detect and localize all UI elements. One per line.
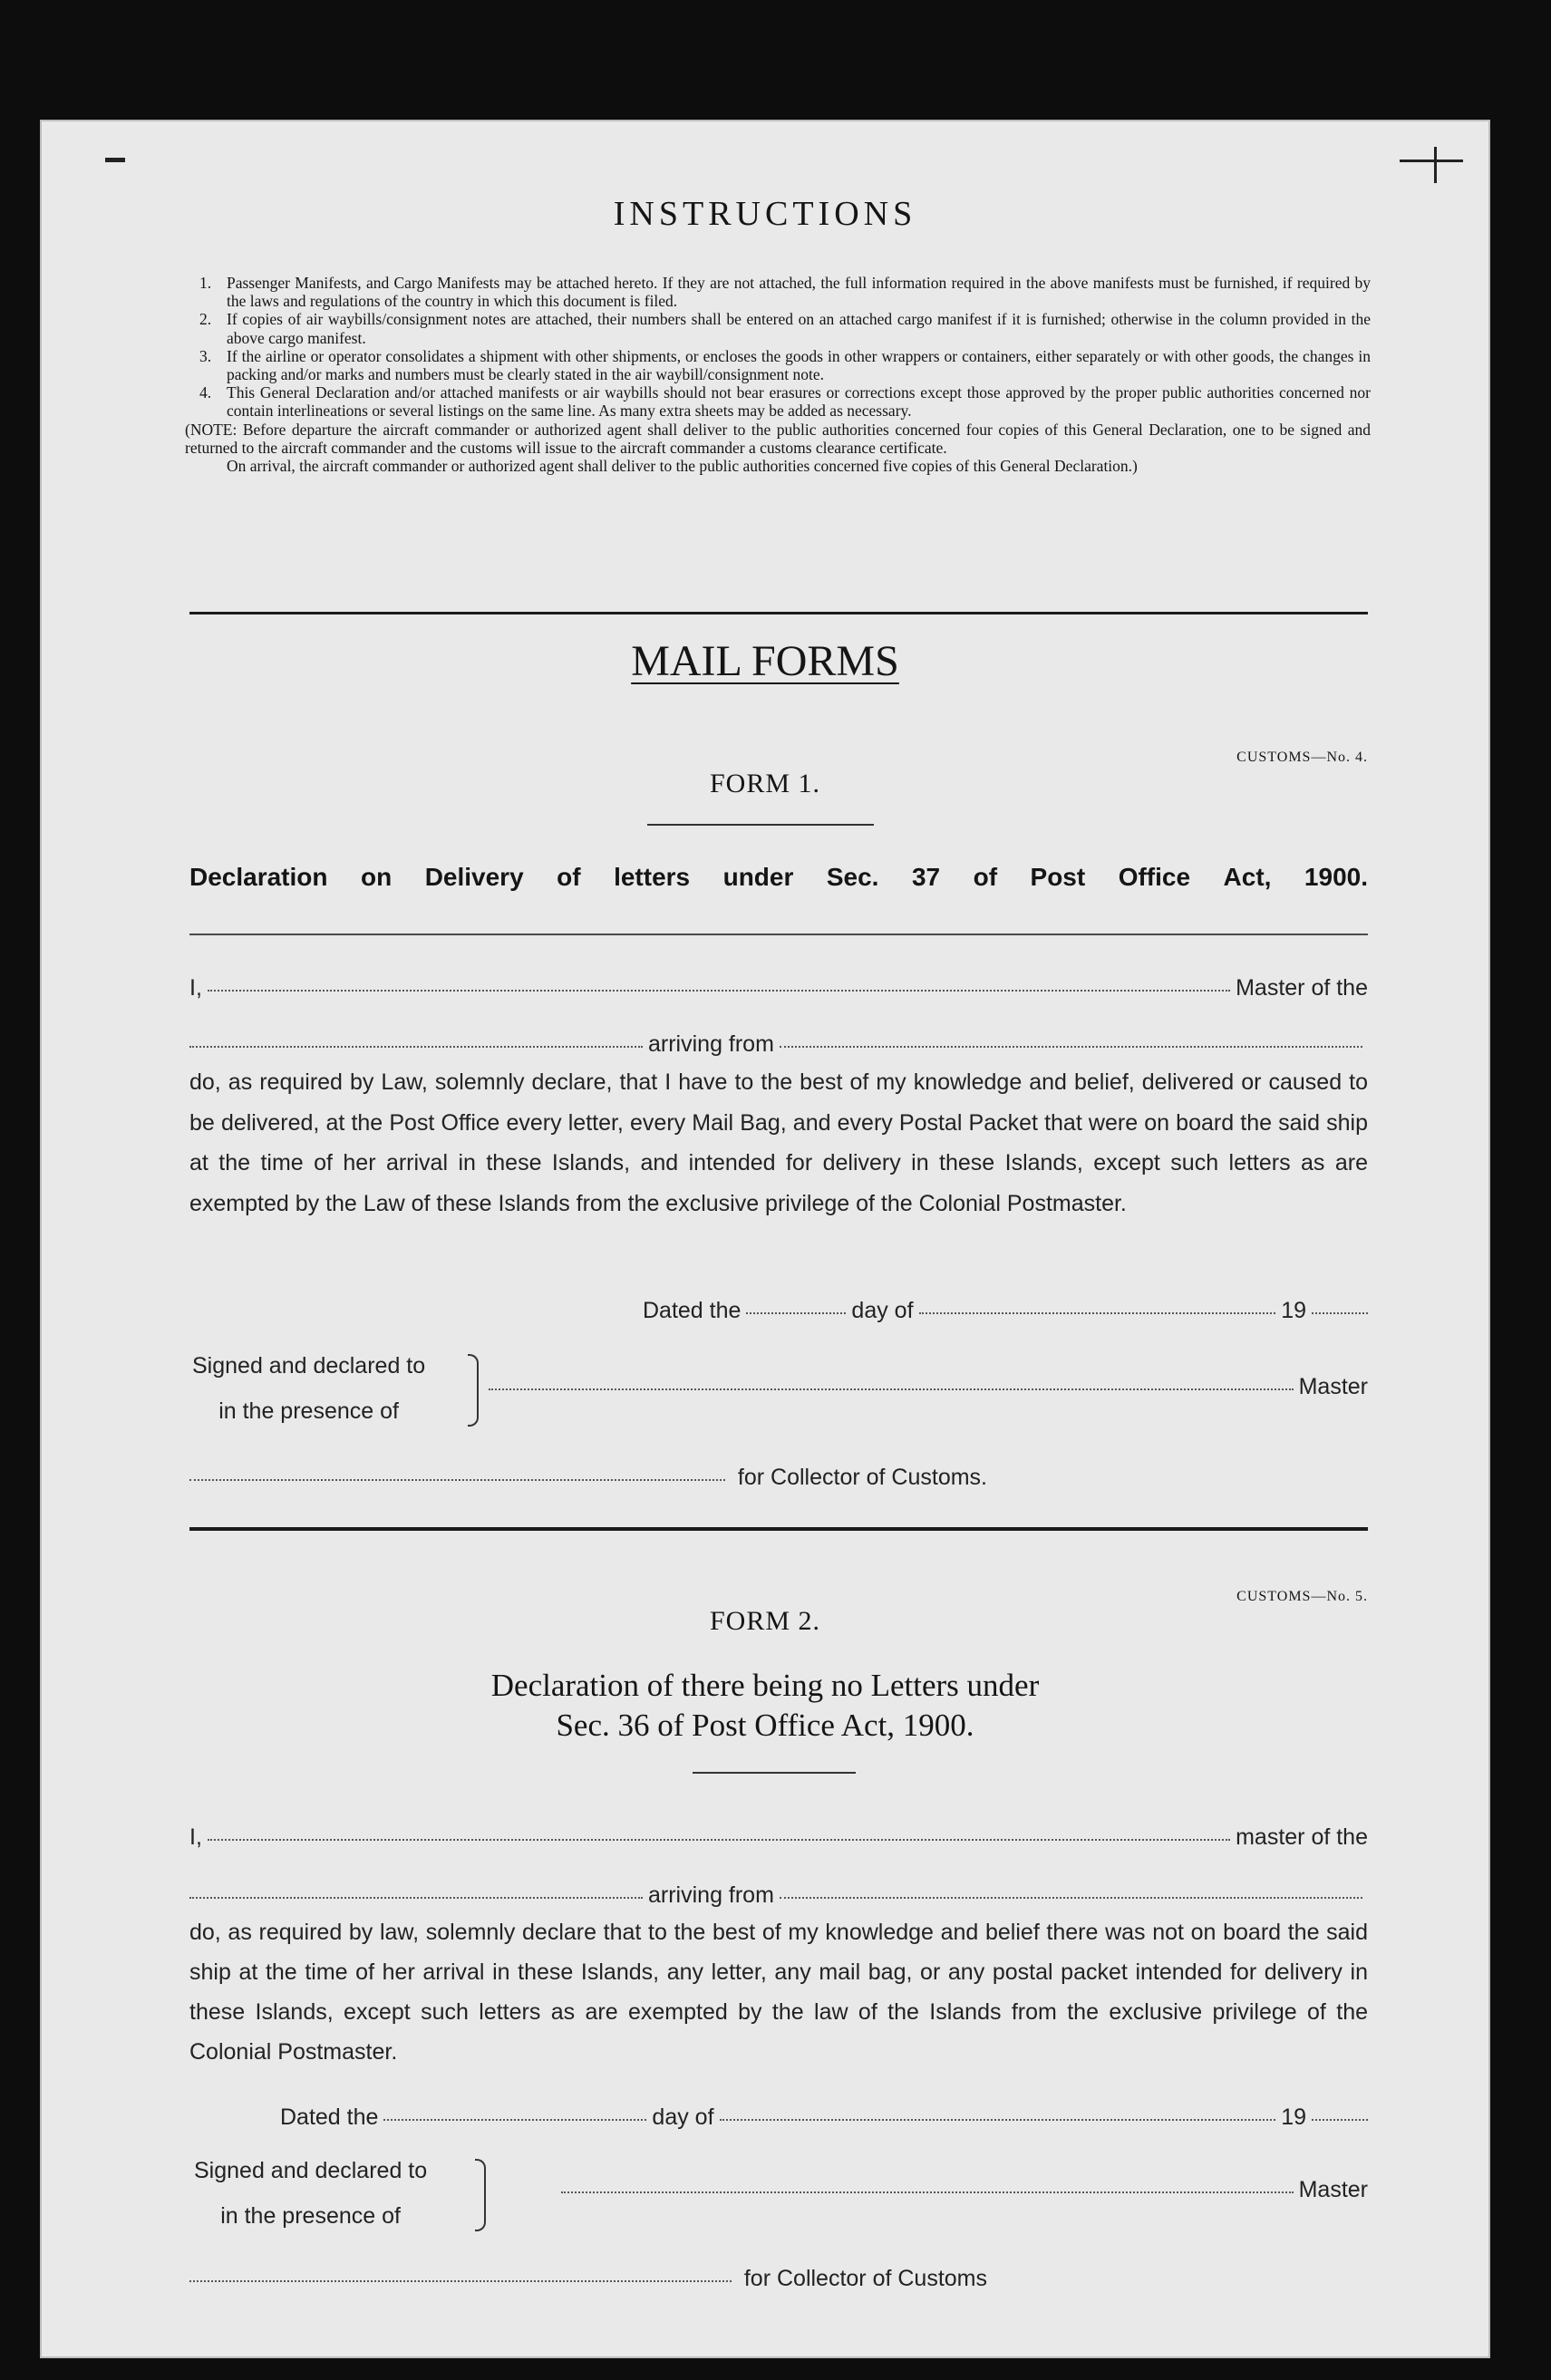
- form2-presence-label: in the presence of: [220, 2203, 401, 2229]
- instruction-number: 1.: [199, 274, 212, 292]
- instruction-number: 2.: [199, 310, 212, 329]
- form2-collector-label: for Collector of Customs: [743, 2266, 987, 2291]
- form1-arriving-label: arriving from: [648, 1031, 774, 1057]
- form1-ship-line: [189, 1031, 1368, 1058]
- form-divider: [189, 1527, 1368, 1531]
- form1-date-line: [643, 1298, 1368, 1324]
- instruction-item: [185, 347, 1371, 383]
- form1-declaration-text: do, as required by Law, solemnly declare, that I have to the best of my knowledge and belief, delivered or caused to be delivered, at the Post Office every letter, every Mail Bag, and every Postal Packet that were on board the said ship at the time of her arrival in these Islands, and intended for delivery in these Islands, except such letters as are exempted by the Law of these Islands from the exclusive privilege of the Colonial Postmaster.: [189, 1069, 1368, 1216]
- form1-master-of-label: Master of the: [1236, 975, 1368, 1001]
- form2-day-field[interactable]: [383, 2119, 646, 2121]
- form1-brace: [468, 1354, 479, 1427]
- form2-title: FORM 2.: [709, 1606, 821, 1636]
- form1-year-field[interactable]: [1312, 1312, 1368, 1314]
- form2-signed-block: [194, 2148, 427, 2239]
- form1-collector-line: [189, 1465, 987, 1491]
- form1-name-field[interactable]: [208, 990, 1230, 992]
- instruction-text: Passenger Manifests, and Cargo Manifests may be attached hereto. If they are not attached, the full information required in the above manifests must be furnished, if required by the laws and regulations of the country in which this document is filed.: [227, 274, 1371, 311]
- form2-ship-field[interactable]: [189, 1897, 643, 1899]
- form1-origin-field[interactable]: [780, 1046, 1362, 1048]
- form1-title: FORM 1.: [709, 769, 821, 798]
- instruction-item: [185, 274, 1371, 310]
- form2-brace: [475, 2159, 486, 2231]
- instruction-number: 3.: [199, 346, 212, 365]
- instruction-item: [185, 383, 1371, 420]
- print-mark: [105, 158, 125, 162]
- form1-signed-label: Signed and declared to: [192, 1353, 426, 1379]
- instruction-text: If the airline or operator consolidates a shipment with other shipments, or encloses the goods in other wrappers or containers, either separately or with other goods, the changes in packing and/or marks and numbers must be clearly stated in the air waybill/consignment note.: [227, 346, 1371, 384]
- mail-forms-title: MAIL FORMS: [631, 637, 899, 685]
- instruction-note: [185, 421, 1371, 476]
- instructions-list: [185, 274, 1371, 475]
- form2-heading: [40, 1666, 1490, 1746]
- note-text-arrival: On arrival, the aircraft commander or authorized agent shall deliver to the public authorities concerned five copies of this General Declaration.): [227, 457, 1138, 476]
- form1-customs-number: CUSTOMS—No. 4.: [1236, 750, 1368, 765]
- heading-word: 37: [911, 863, 941, 891]
- form2-origin-field[interactable]: [780, 1897, 1362, 1899]
- form1-title-rule: [647, 824, 874, 826]
- form2-signed-label: Signed and declared to: [194, 2158, 428, 2183]
- heading-word: 1900.: [1304, 863, 1368, 891]
- heading-word: Declaration: [189, 863, 328, 891]
- print-mark: [1400, 160, 1463, 162]
- form2-heading-line2: Sec. 36 of Post Office Act, 1900.: [556, 1708, 974, 1743]
- note-text: (NOTE: Before departure the aircraft commander or authorized agent shall deliver to the public authorities concerned four copies of this General Declaration, one to be signed and returned to the aircraft commander and the customs will issue to the aircraft commander a customs clearance certificate.: [185, 420, 1371, 457]
- heading-word: Act,: [1223, 863, 1272, 891]
- form2-master-sign-line: [561, 2177, 1368, 2203]
- form1-day-field[interactable]: [746, 1312, 846, 1314]
- heading-word: of: [973, 863, 998, 891]
- form1-master-sign-line: [489, 1374, 1368, 1400]
- heading-word: of: [557, 863, 581, 891]
- instruction-text: This General Declaration and/or attached manifests or air waybills should not bear erasures or corrections except those approved by the proper public authorities concerned nor contain interlineations or several listings on the same line. As many extra sheets may be added as necessary.: [227, 383, 1371, 421]
- heading-word: Office: [1118, 863, 1191, 891]
- form2-month-field[interactable]: [720, 2119, 1276, 2121]
- instruction-number: 4.: [199, 383, 212, 402]
- heading-word: under: [722, 863, 794, 891]
- form2-name-field[interactable]: [208, 1839, 1230, 1841]
- form1-signed-block: [192, 1343, 425, 1434]
- form2-master-label: Master: [1298, 2177, 1368, 2202]
- form1-collector-label: for Collector of Customs.: [737, 1465, 987, 1490]
- form2-collector-signature-field[interactable]: [189, 2280, 732, 2282]
- form1-ship-field[interactable]: [189, 1046, 643, 1048]
- form1-master-line: [189, 975, 1368, 1001]
- form2-dated-label: Dated the: [280, 2104, 379, 2130]
- document-page: [40, 120, 1490, 2358]
- form1-master-label: Master: [1298, 1374, 1368, 1399]
- heading-word: letters: [614, 863, 691, 891]
- form2-master-of-label: master of the: [1236, 1824, 1368, 1850]
- form2-customs-number: CUSTOMS—No. 5.: [1236, 1589, 1368, 1604]
- form1-year-label: 19: [1281, 1298, 1306, 1323]
- form1-heading: [189, 863, 1368, 892]
- form2-ship-line: [189, 1882, 1368, 1909]
- form1-presence-label: in the presence of: [218, 1398, 399, 1424]
- form2-master-signature-field[interactable]: [561, 2191, 1294, 2193]
- form2-heading-line1: Declaration of there being no Letters under: [490, 1668, 1040, 1703]
- form2-i-label: I,: [189, 1824, 202, 1850]
- print-mark: [1434, 147, 1437, 183]
- form1-master-signature-field[interactable]: [489, 1388, 1294, 1390]
- heading-word: on: [360, 863, 393, 891]
- instructions-title: INSTRUCTIONS: [613, 195, 917, 233]
- form1-dated-label: Dated the: [643, 1298, 742, 1323]
- form2-declaration-text: do, as required by law, solemnly declare that to the best of my knowledge and belief there was not on board the said ship at the time of her arrival in these Islands, any letter, any mail bag, or any postal packet intended for delivery in these Islands, except such letters as are exempted by the law of the Islands from the exclusive privilege of the Colonial Postmaster.: [189, 1920, 1368, 2065]
- heading-word: Delivery: [424, 863, 524, 891]
- form1-day-of-label: day of: [851, 1298, 914, 1323]
- form2-arriving-label: arriving from: [648, 1882, 774, 1908]
- form1-i-label: I,: [189, 975, 202, 1001]
- form2-collector-line: [189, 2266, 987, 2292]
- heading-word: Sec.: [826, 863, 879, 891]
- form2-master-line: [189, 1824, 1368, 1851]
- instruction-item: [185, 310, 1371, 346]
- instruction-text: If copies of air waybills/consignment notes are attached, their numbers shall be entered on an attached cargo manifest if it is furnished; otherwise in the column provided in the above cargo manifest.: [227, 310, 1371, 347]
- form2-day-of-label: day of: [652, 2104, 714, 2130]
- form2-title-rule: [693, 1772, 856, 1774]
- form2-date-line: [280, 2104, 1368, 2131]
- form2-year-label: 19: [1281, 2104, 1306, 2130]
- form2-year-field[interactable]: [1312, 2119, 1368, 2121]
- form1-month-field[interactable]: [919, 1312, 1276, 1314]
- heading-word: Post: [1030, 863, 1086, 891]
- form1-heading-rule: [189, 934, 1368, 935]
- section-divider: [189, 612, 1368, 614]
- form1-collector-signature-field[interactable]: [189, 1479, 725, 1481]
